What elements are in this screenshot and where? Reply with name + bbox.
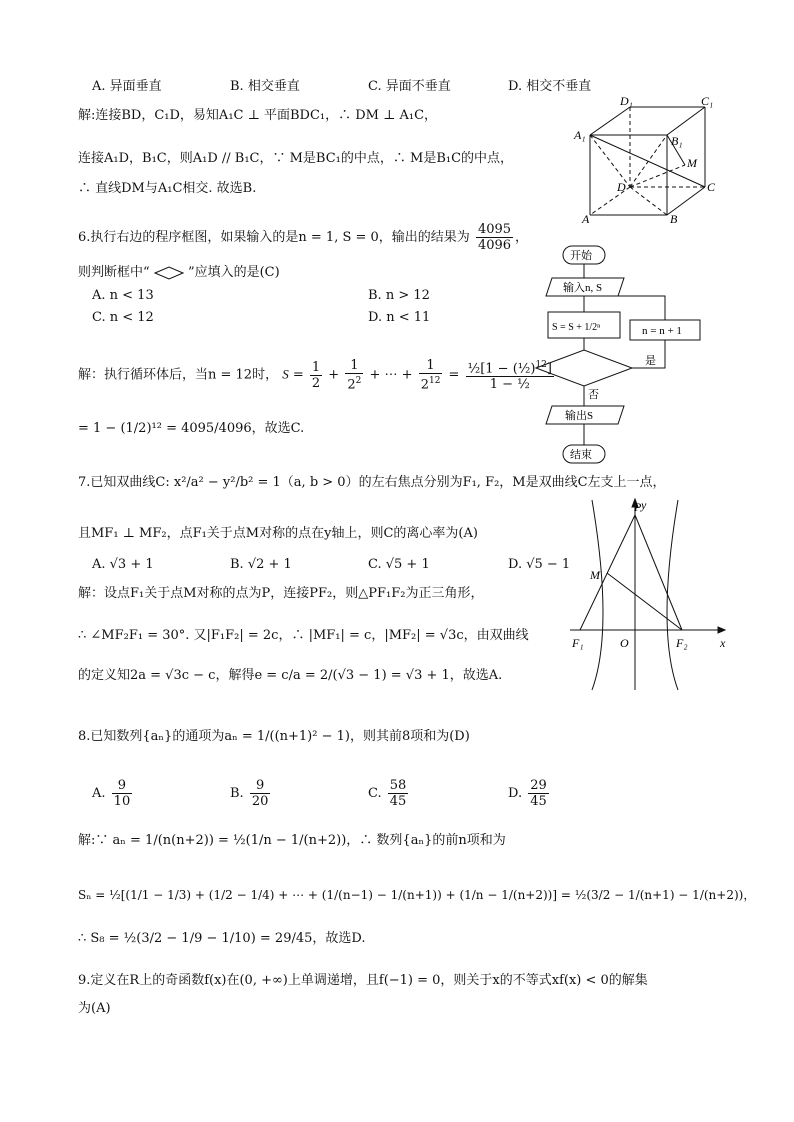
q5-option-a: A. 异面垂直	[92, 79, 162, 94]
q5-option-d: D. 相交不垂直	[508, 79, 592, 94]
q8-option-a: A. $\frac{9}{10}$	[92, 778, 131, 809]
q5-option-b: B. 相交垂直	[230, 79, 300, 94]
q6-solution-line2: = 1 − (1/2)¹² = 4095/4096，故选C.	[78, 421, 305, 436]
graph-label-o: O	[620, 636, 629, 650]
cube-label-b1: B₁	[671, 134, 683, 148]
q7-solution-line2: ∴ ∠MF₂F₁ = 30°. 又|F₁F₂| = 2c，∴ |MF₁| = c，|MF₂| = √3c，由双曲线	[78, 628, 529, 643]
q7-stem-line1: 7.已知双曲线C: x²/a² − y²/b² = 1（a, b > 0）的左右焦点分别为F₁, F₂，M是双曲线C左支上一点，	[78, 475, 666, 490]
flow-output: 输出S	[565, 410, 594, 422]
q6-option-a: A. n < 13	[92, 288, 154, 303]
graph-label-y: y	[641, 498, 647, 512]
q5-option-c: C. 异面不垂直	[368, 79, 451, 94]
graph-label-m: M	[590, 568, 600, 582]
q9-stem-line2: 为(A)	[78, 1001, 111, 1016]
flow-no: 否	[588, 389, 599, 401]
flow-end: 结束	[570, 449, 592, 461]
cube-label-m: M	[687, 156, 697, 170]
cube-label-b: B	[670, 212, 678, 225]
diamond-icon	[154, 266, 184, 280]
q5-solution-line1: 解:连接BD，C₁D，易知A₁C ⊥ 平面BDC₁，∴ DM ⊥ A₁C，	[78, 108, 438, 123]
q7-option-a: A. √3 + 1	[92, 557, 154, 572]
q6-result-fraction: $\frac{4095}{4096}$	[477, 222, 512, 253]
q8-stem: 8.已知数列{aₙ}的通项为aₙ = 1/((n+1)² − 1)，则其前8项和为(D)	[78, 729, 470, 744]
flow-increment: n = n + 1	[642, 325, 682, 337]
q5-solution-line2: 连接A₁D，B₁C，则A₁D // B₁C，∵ M是BC₁的中点，∴ M是B₁C的中点，	[78, 151, 514, 166]
q7-solution-line1: 解：设点F₁关于点M对称的点为P，连接PF₂，则△PF₁F₂为正三角形，	[78, 586, 484, 601]
flowchart	[530, 240, 710, 470]
flow-input: 输入n, S	[563, 282, 603, 294]
graph-label-f1: F₁	[572, 636, 584, 650]
cube-label-a1: A₁	[574, 128, 586, 142]
q7-option-b: B. √2 + 1	[230, 557, 292, 572]
q8-option-c: C. $\frac{58}{45}$	[368, 778, 407, 809]
cube-label-d: D	[617, 180, 626, 194]
q5-solution-line3: ∴ 直线DM与A₁C相交. 故选B.	[78, 181, 257, 196]
graph-label-p: P	[634, 500, 642, 514]
q6-option-b: B. n > 12	[368, 288, 430, 303]
q7-solution-line3: 的定义知2a = √3c − c，解得e = c/a = 2/(√3 − 1) = √3 + 1，故选A.	[78, 668, 503, 683]
hyperbola-figure	[560, 495, 740, 695]
q9-stem-line1: 9.定义在R上的奇函数f(x)在(0, +∞)上单调递增，且f(−1) = 0，则关于x的不等式xf(x) < 0的解集	[78, 973, 648, 988]
q7-option-d: D. √5 − 1	[508, 557, 571, 572]
q8-option-b: B. $\frac{9}{20}$	[230, 778, 269, 809]
flow-assign: S = S + 1/2ⁿ	[552, 322, 601, 333]
cube-label-c: C	[707, 180, 716, 194]
q6-option-c: C. n < 12	[92, 310, 154, 325]
graph-label-f2: F₂	[676, 636, 688, 650]
q8-solution-line3: ∴ S₈ = ½(3/2 − 1/9 − 1/10) = 29/45，故选D.	[78, 931, 366, 946]
cube-figure	[570, 95, 720, 225]
q7-option-c: C. √5 + 1	[368, 557, 430, 572]
q8-option-d: D. $\frac{29}{45}$	[508, 778, 547, 809]
q6-solution-line1: 解：执行循环体后，当n = 12时， S = $\frac{1}{2}$ + $\frac{1}{2^2}$ + ⋯ + $\frac{1}{2^{12}}$ = $\frac{\frac{1}{2}[1 - (\frac{1}{2})^{12}]}{\text{1 − ½}}$	[78, 358, 552, 393]
q8-solution-line1: 解:∵ aₙ = 1/(n(n+2)) = ½(1/n − 1/(n+2))，∴ 数列{aₙ}的前n项和为	[78, 833, 506, 848]
q6-option-d: D. n < 11	[368, 310, 431, 325]
q6-stem-line2: 则判断框中“ ”应填入的是(C)	[78, 265, 280, 280]
cube-label-a: A	[582, 212, 590, 225]
q8-solution-line2: Sₙ = ½[(1/1 − 1/3) + (1/2 − 1/4) + ⋯ + (1/(n−1) − 1/(n+1)) + (1/n − 1/(n+2))] = ½(3/2 − 1/(n+1) − 1/(n+2))，	[78, 888, 756, 902]
q6-stem-line1: 6.执行右边的程序框图，如果输入的是n = 1, S = 0，输出的结果为 $\frac{4095}{4096}$ ，	[78, 222, 529, 253]
cube-label-c1: C₁	[701, 95, 714, 108]
cube-label-d1: D₁	[620, 95, 633, 108]
flow-yes: 是	[645, 355, 656, 367]
flow-start: 开始	[570, 250, 592, 262]
graph-label-x: x	[720, 636, 726, 650]
q7-stem-line2: 且MF₁ ⊥ MF₂，点F₁关于点M对称的点在y轴上，则C的离心率为(A)	[78, 526, 478, 541]
